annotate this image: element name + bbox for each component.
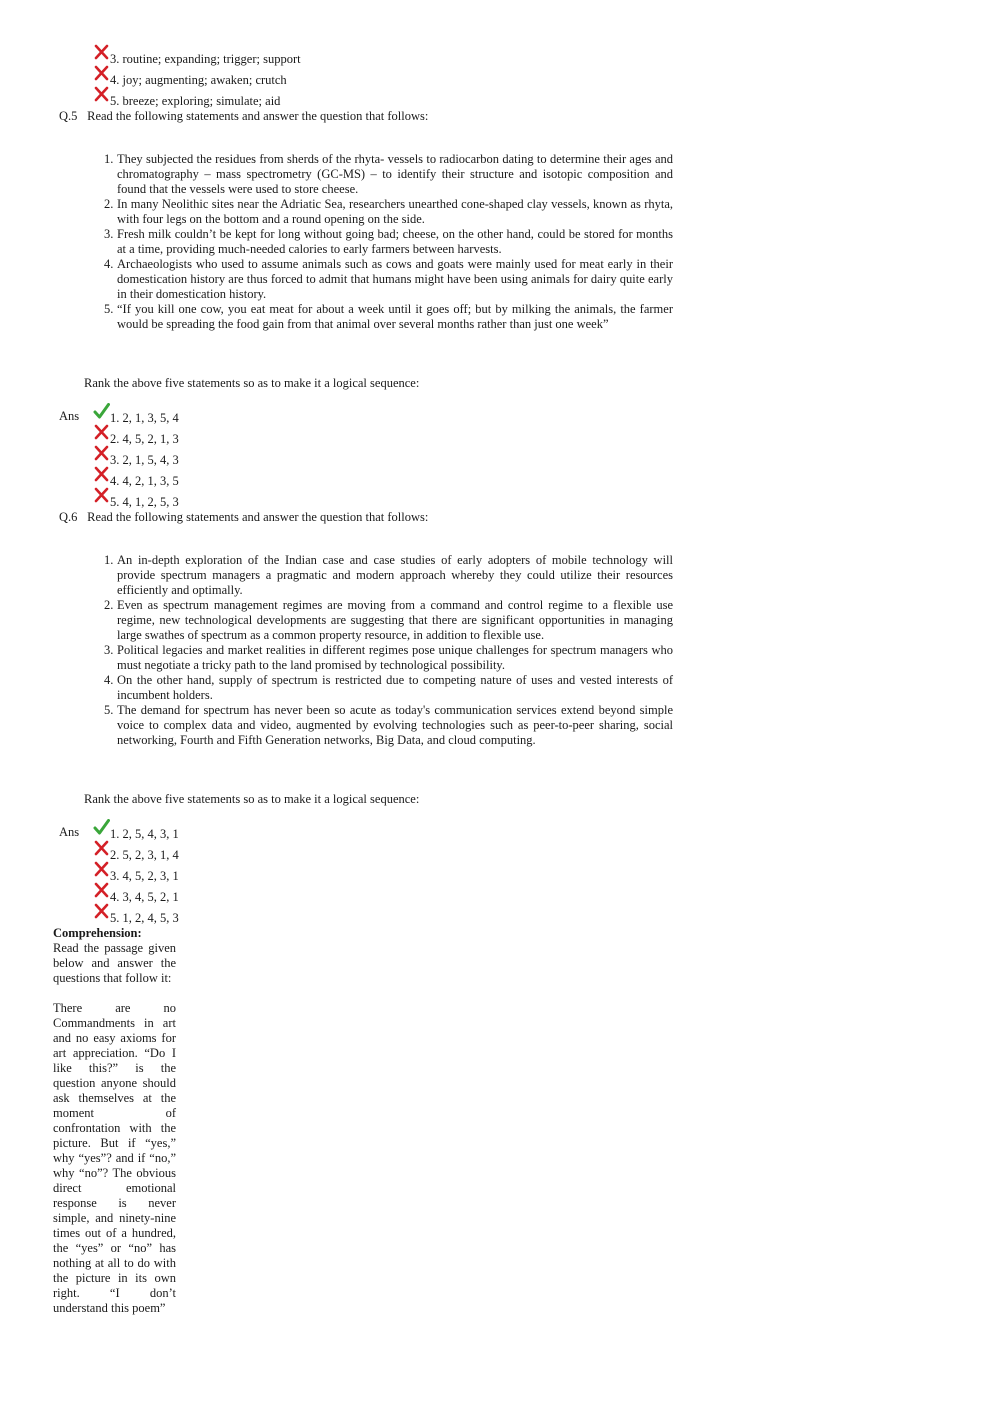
cross-icon [93,445,110,461]
statement-list-q5 [104,152,673,332]
question-prompt: Read the following statements and answer the question that follows: [87,510,429,524]
cross-icon [93,466,110,482]
statement-list-q6 [104,553,673,748]
cross-icon [93,840,110,856]
statement-item: 4. On the other hand, supply of spectrum is restricted due to competing nature of uses and vested interests of incumbent holders. [104,673,673,702]
comprehension-intro: Read the passage given below and answer the questions that follow it: [53,941,176,985]
comprehension-section [53,926,176,1316]
statement-item: 2. In many Neolithic sites near the Adriatic Sea, researchers unearthed cone-shaped clay vessels, known as rhyta, with four legs on the bottom and a round opening on the side. [104,197,673,226]
cross-icon [93,487,110,503]
cross-icon [93,903,110,919]
option-text: 4. 3, 4, 5, 2, 1 [110,890,179,904]
ans-label-q6: Ans [59,825,80,839]
option-text: 4. 4, 2, 1, 3, 5 [110,474,179,488]
option-text: 3. 2, 1, 5, 4, 3 [110,453,179,467]
cross-icon [93,424,110,440]
option-text: 5. 1, 2, 4, 5, 3 [110,911,179,925]
option-text: 4. joy; augmenting; awaken; crutch [110,73,287,87]
rank-prompt-q6: Rank the above five statements so as to make it a logical sequence: [84,792,420,806]
option-text: 3. routine; expanding; trigger; support [110,52,301,66]
option-text: 3. 4, 5, 2, 3, 1 [110,869,179,883]
statement-item: 5. “If you kill one cow, you eat meat for about a week until it goes off; but by milking the animals, the farmer would be spreading the food gain from that animal over several months rather than just one week” [104,302,673,331]
comprehension-passage: There are no Commandments in art and no easy axioms for art appreciation. “Do I like this?” is the question anyone should ask themselves at the moment of confrontation with the picture. But if “yes,” why “yes”? and if “no,” why “no”? The obvious direct emotional response is never simple, and ninety-nine times out of a hundred, the “yes” or “no” has nothing at all to do with the picture in its own right. “I don’t understand this poem” [53,1001,176,1315]
option-text: 1. 2, 5, 4, 3, 1 [110,827,179,841]
statement-item: 3. Fresh milk couldn’t be kept for long without going bad; cheese, on the other hand, could be stored for months at a time, providing much-needed calories to early farmers between harvests. [104,227,673,256]
option-text: 5. 4, 1, 2, 5, 3 [110,495,179,509]
statement-item: 2. Even as spectrum management regimes are moving from a command and control regime to a flexible use regime, new technological developments are suggesting that there are significant opportunities in managing large swathes of spectrum as a common property resource, in addition to flexible use. [104,598,673,642]
ans-label-q5: Ans [59,409,80,423]
statement-item: 5. The demand for spectrum has never been so acute as today's communication services extend beyond simple voice to complex data and video, augmented by evolving technologies such as peer-to-peer sharing, social networking, Fourth and Fifth Generation networks, Big Data, and cloud computing. [104,703,673,747]
option-text: 5. breeze; exploring; simulate; aid [110,94,281,108]
option-wrong [93,71,287,91]
check-icon [93,403,110,419]
rank-prompt-q5: Rank the above five statements so as to make it a logical sequence: [84,376,420,390]
cross-icon [93,861,110,877]
check-icon [93,819,110,835]
cross-icon [93,882,110,898]
comprehension-title: Comprehension: [53,926,142,940]
question-header-q5 [59,109,428,124]
question-number: Q.5 [59,109,78,123]
option-wrong [93,50,301,70]
cross-icon [93,44,110,60]
statement-item: 3. Political legacies and market realities in different regimes pose unique challenges for spectrum managers who must negotiate a tricky path to the land promised by technological possibility. [104,643,673,672]
statement-item: 1. They subjected the residues from sherds of the rhyta- vessels to radiocarbon dating to determine their ages and chromatography – mass spectrometry (GC-MS) – to identify their structure and isotopic composition and found that the vessels were used to store cheese. [104,152,673,196]
question-prompt: Read the following statements and answer the question that follows: [87,109,429,123]
cross-icon [93,86,110,102]
statement-item: 4. Archaeologists who used to assume animals such as cows and goats were mainly used for meat early in their domestication history are thus forced to admit that humans might have been using animals for dairy quite early in their domestication history. [104,257,673,301]
cross-icon [93,65,110,81]
option-text: 1. 2, 1, 3, 5, 4 [110,411,179,425]
statement-item: 1. An in-depth exploration of the Indian case and case studies of early adopters of mobile technology will provide spectrum managers a pragmatic and modern approach whereby they could utilize their resources efficiently and optimally. [104,553,673,597]
option-text: 2. 5, 2, 3, 1, 4 [110,848,179,862]
question-number: Q.6 [59,510,78,524]
option-text: 2. 4, 5, 2, 1, 3 [110,432,179,446]
question-header-q6 [59,510,428,525]
